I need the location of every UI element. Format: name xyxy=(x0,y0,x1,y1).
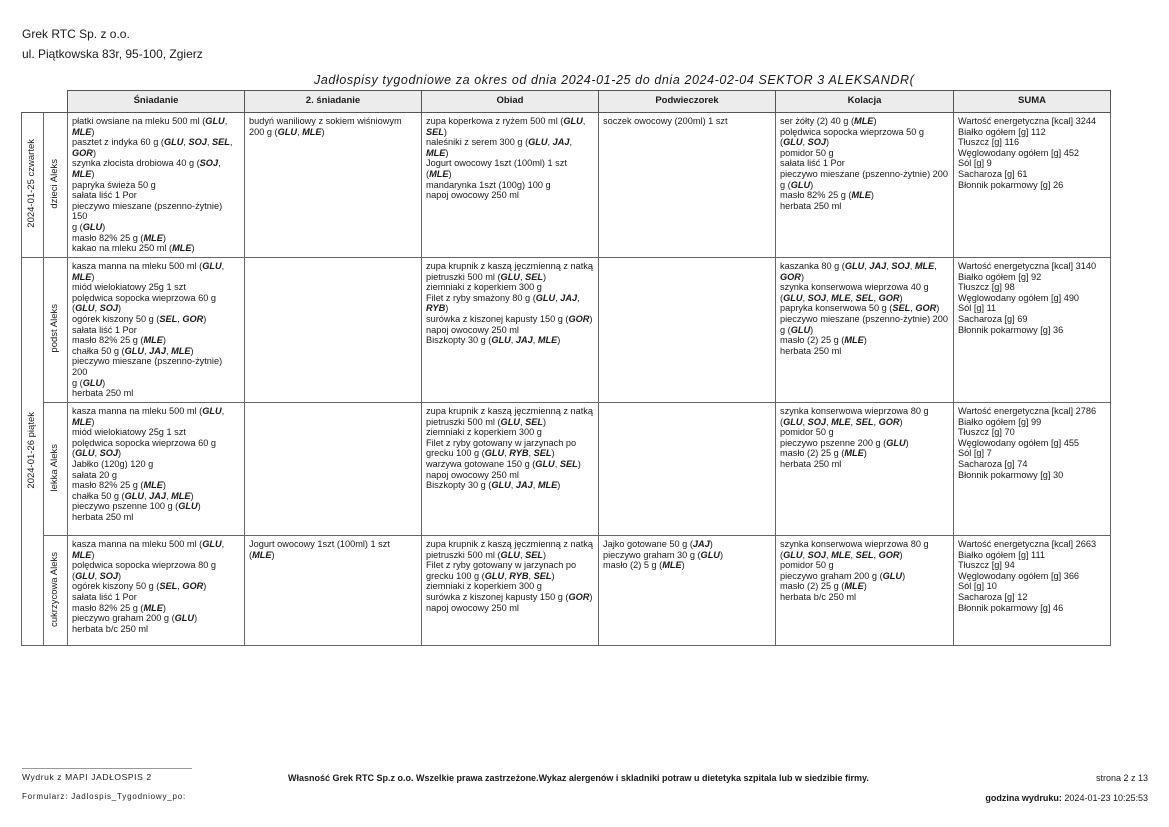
meal-line: sałata 20 g xyxy=(72,469,117,480)
meal-line: kasza manna na mleku 500 ml (GLU, xyxy=(72,539,225,549)
meal-line: GOR) xyxy=(780,271,804,282)
meal-line: (GLU, SOJ, MLE, SEL, GOR) xyxy=(780,416,903,427)
meal-line: Biszkopty 30 g (GLU, JAJ, MLE) xyxy=(426,480,561,491)
meal-line: ziemniaki z koperkiem 300 g xyxy=(426,282,542,293)
nutrition-line: Wartość energetyczna [kcal] 3244 xyxy=(958,116,1097,126)
nutrition-line: Sól [g] 11 xyxy=(958,303,997,314)
meal-line: napoj owocowy 250 ml xyxy=(426,469,519,480)
cell-obiad xyxy=(422,258,599,403)
cell-obiad xyxy=(422,536,599,646)
footer-printout: Wydruk z MAPI JADŁOSPIS 2 xyxy=(22,772,152,782)
meal-line: pietruszki 500 ml (GLU, SEL) xyxy=(426,271,546,282)
meal-line: sałata liść 1 Por xyxy=(780,158,845,169)
meal-line: surówka z kiszonej kapusty 150 g (GOR) xyxy=(426,313,593,324)
diet-name-cell xyxy=(44,113,68,258)
cell-suma xyxy=(954,536,1111,646)
diet-name-cell xyxy=(44,403,68,536)
meal-line: kasza manna na mleku 500 ml (GLU, xyxy=(72,261,225,271)
nutrition-line: Sól [g] 7 xyxy=(958,448,992,459)
cell-sniadanie xyxy=(68,536,245,646)
meal-line: 200 g (GLU, MLE) xyxy=(249,126,325,137)
meal-line: chałka 50 g (GLU, JAJ, MLE) xyxy=(72,490,194,501)
meal-line: masło 82% 25 g (MLE) xyxy=(780,190,874,201)
meal-line: płatki owsiane na mleku 500 ml (GLU, xyxy=(72,116,228,126)
company-name: Grek RTC Sp. z o.o. xyxy=(22,27,130,41)
cell-kolacja xyxy=(776,113,954,258)
diet-name-cell xyxy=(44,258,68,403)
meal-line: naleśniki z serem 300 g (GLU, JAJ, xyxy=(426,137,573,148)
nutrition-line: Sól [g] 10 xyxy=(958,581,997,592)
meal-line: kakao na mleku 250 ml (MLE) xyxy=(72,243,195,254)
meal-line: herbata b/c 250 ml xyxy=(780,591,857,602)
cell-sniadanie xyxy=(68,258,245,403)
nutrition-line: Węglowodany ogółem [g] 366 xyxy=(958,570,1080,581)
meal-line: masło 82% 25 g (MLE) xyxy=(72,480,166,491)
meal-line: pieczywo mieszane (pszenno-żytnie) 200 xyxy=(780,313,949,324)
meal-line: miód wielokiatowy 25g 1 szt xyxy=(72,427,186,438)
meal-line: polędwica sopocka wieprzowa 60 g xyxy=(72,292,217,303)
meal-line: ogórek kiszony 50 g (SEL, GOR) xyxy=(72,581,207,592)
meal-line: Filet z ryby smażony 80 g (GLU, JAJ, xyxy=(426,292,580,303)
nutrition-line: Wartość energetyczna [kcal] 2663 xyxy=(958,539,1097,549)
nutrition-line: Sól [g] 9 xyxy=(958,158,992,169)
meal-line: kasza manna na mleku 500 ml (GLU, xyxy=(72,406,225,416)
meal-line: g (GLU) xyxy=(780,179,814,190)
meal-line: zupa krupnik z kaszą jęczmienną z natką xyxy=(426,261,593,271)
meal-line: soczek owocowy (200ml) 1 szt xyxy=(603,116,728,126)
nutrition-line: Wartość energetyczna [kcal] 2786 xyxy=(958,406,1097,416)
nutrition-line: Węglowodany ogółem [g] 490 xyxy=(958,292,1080,303)
meal-line: szynka złocista drobiowa 40 g (SOJ, xyxy=(72,158,221,169)
nutrition-line: Tłuszcz [g] 98 xyxy=(958,282,1015,293)
meal-line: herbata 250 ml xyxy=(780,458,842,469)
diet-name-cell xyxy=(44,536,68,646)
meal-line: pieczywo pszenne 100 g (GLU) xyxy=(72,501,201,512)
meal-line: pietruszki 500 ml (GLU, SEL) xyxy=(426,549,546,560)
meal-line: zupa krupnik z kaszą jęczmienną z natką xyxy=(426,406,593,416)
meal-line: pietruszki 500 ml (GLU, SEL) xyxy=(426,416,546,427)
meal-line: napoj owocowy 250 ml xyxy=(426,324,519,335)
day-date-cell xyxy=(22,258,44,646)
meal-line: pasztet z indyka 60 g (GLU, SOJ, SEL, xyxy=(72,137,233,148)
meal-line: warzywa gotowane 150 g (GLU, SEL) xyxy=(426,458,581,469)
meal-line: masło (2) 25 g (MLE) xyxy=(780,448,867,459)
meal-line: MLE) xyxy=(72,549,95,560)
diet-name: cukrzycowa Aleks xyxy=(49,551,61,627)
cell-drugie xyxy=(245,536,422,646)
nutrition-line: Węglowodany ogółem [g] 455 xyxy=(958,437,1080,448)
day-date: 2024-01-25 czwartek xyxy=(26,139,38,229)
cell-drugie xyxy=(245,258,422,403)
nutrition-line: Błonnik pokarmowy [g] 30 xyxy=(958,469,1064,480)
meal-line: g (GLU) xyxy=(72,377,106,388)
meal-line: herbata 250 ml xyxy=(780,345,842,356)
diet-name: podst Aleks xyxy=(49,304,61,353)
meal-line: RYB) xyxy=(426,303,449,314)
table-row xyxy=(22,403,1111,536)
column-header-suma: SUMA xyxy=(954,91,1111,113)
page-title: Jadłospisy tygodniowe za okres od dnia 2024-01-25 do dnia 2024-02-04 SEKTOR 3 ALEKSANDR( xyxy=(314,73,915,87)
meal-line: szynka konserwowa wieprzowa 40 g xyxy=(780,282,929,293)
footer-left xyxy=(22,768,196,801)
nutrition-line: Sacharoza [g] 69 xyxy=(958,313,1028,324)
table-row xyxy=(22,536,1111,646)
column-header-podwieczorek: Podwieczorek xyxy=(599,91,776,113)
cell-podwieczorek xyxy=(599,113,776,258)
meal-line: herbata 250 ml xyxy=(72,511,134,522)
nutrition-line: Wartość energetyczna [kcal] 3140 xyxy=(958,261,1097,271)
cell-sniadanie xyxy=(68,113,245,258)
meal-line: sałata liść 1 Por xyxy=(72,324,137,335)
nutrition-line: Błonnik pokarmowy [g] 36 xyxy=(958,324,1064,335)
diet-name: lekka Aleks xyxy=(49,443,61,492)
cell-podwieczorek xyxy=(599,403,776,536)
meal-line: SEL) xyxy=(426,126,447,137)
meal-line: miód wielokiatowy 25g 1 szt xyxy=(72,282,186,293)
meal-line: pieczywo graham 30 g (GLU) xyxy=(603,549,724,560)
table-row xyxy=(22,113,1111,258)
meal-line: szynka konserwowa wieprzowa 80 g xyxy=(780,406,929,416)
meal-line: Filet z ryby gotowany w jarzynach po xyxy=(426,437,577,448)
meal-line: masło (2) 25 g (MLE) xyxy=(780,335,867,346)
meal-line: ziemniaki z koperkiem 300 g xyxy=(426,581,542,592)
meal-line: ser żółty (2) 40 g (MLE) xyxy=(780,116,877,126)
meal-line: polędwica sopocka wieprzowa 60 g xyxy=(72,437,217,448)
nutrition-line: Białko ogółem [g] 111 xyxy=(958,549,1045,560)
cell-kolacja xyxy=(776,258,954,403)
meal-line: pieczywo mieszane (pszenno-żytnie) 200 xyxy=(72,356,223,377)
meal-line: herbata b/c 250 ml xyxy=(72,623,149,634)
meal-line: MLE) xyxy=(72,168,95,179)
cell-suma xyxy=(954,403,1111,536)
meal-line: Jogurt owocowy 1szt (100ml) 1 szt xyxy=(249,539,390,549)
meal-line: pomidor 50 g xyxy=(780,147,834,158)
meal-line: MLE) xyxy=(426,147,449,158)
company-header xyxy=(22,24,203,64)
cell-drugie xyxy=(245,403,422,536)
cell-obiad xyxy=(422,403,599,536)
meal-line: (GLU, SOJ) xyxy=(72,570,122,581)
nutrition-line: Błonnik pokarmowy [g] 26 xyxy=(958,179,1064,190)
column-header-kolacja: Kolacja xyxy=(776,91,954,113)
footer-print-time xyxy=(985,793,1148,803)
meal-line: Jabłko (120g) 120 g xyxy=(72,458,154,469)
meal-line: papryka konserwowa 50 g (SEL, GOR) xyxy=(780,303,940,314)
meal-line: MLE) xyxy=(72,416,95,427)
meal-line: polędwica sopocka wieprzowa 50 g xyxy=(780,126,925,137)
header-blank xyxy=(44,91,68,113)
meal-line: mandarynka 1szt (100g) 100 g xyxy=(426,179,551,190)
meal-line: pieczywo graham 200 g (GLU) xyxy=(780,570,906,581)
meal-line: MLE) xyxy=(72,126,95,137)
column-header-drugie-sniadanie: 2. śniadanie xyxy=(245,91,422,113)
footer-page-number: strona 2 z 13 xyxy=(1095,773,1148,783)
meal-line: (MLE) xyxy=(426,168,452,179)
cell-obiad xyxy=(422,113,599,258)
meal-line: pieczywo pszenne 200 g (GLU) xyxy=(780,437,909,448)
meal-line: ogórek kiszony 50 g (SEL, GOR) xyxy=(72,313,207,324)
meal-line: napoj owocowy 250 ml xyxy=(426,190,519,201)
meal-line: sałata liść 1 Por xyxy=(72,591,137,602)
table-row xyxy=(22,258,1111,403)
meal-line: pieczywo mieszane (pszenno-żytnie) 200 xyxy=(780,168,949,179)
meal-line: (GLU, SOJ) xyxy=(72,303,122,314)
day-date-cell xyxy=(22,113,44,258)
cell-podwieczorek xyxy=(599,258,776,403)
meal-line: sałata liść 1 Por xyxy=(72,190,137,201)
nutrition-line: Sacharoza [g] 61 xyxy=(958,168,1028,179)
meal-line: pieczywo mieszane (pszenno-żytnie) 150 xyxy=(72,200,223,222)
weekly-menu-table xyxy=(21,90,1111,646)
meal-line: Jogurt owocowy 1szt (100ml) 1 szt xyxy=(426,158,567,169)
meal-line: (GLU, SOJ, MLE, SEL, GOR) xyxy=(780,549,903,560)
meal-line: ziemniaki z koperkiem 300 g xyxy=(426,427,542,438)
nutrition-line: Sacharoza [g] 74 xyxy=(958,458,1028,469)
meal-line: GOR) xyxy=(72,147,96,158)
nutrition-line: Białko ogółem [g] 112 xyxy=(958,126,1046,137)
meal-line: surówka z kiszonej kapusty 150 g (GOR) xyxy=(426,591,593,602)
meal-line: budyń waniliowy z sokiem wiśniowym xyxy=(249,116,402,126)
nutrition-line: Tłuszcz [g] 70 xyxy=(958,427,1015,438)
meal-line: pieczywo graham 200 g (GLU) xyxy=(72,613,198,624)
meal-line: napoj owocowy 250 ml xyxy=(426,602,519,613)
cell-kolacja xyxy=(776,536,954,646)
nutrition-line: Białko ogółem [g] 92 xyxy=(958,271,1042,282)
meal-line: Biszkopty 30 g (GLU, JAJ, MLE) xyxy=(426,335,561,346)
nutrition-line: Błonnik pokarmowy [g] 46 xyxy=(958,602,1064,613)
meal-line: masło 82% 25 g (MLE) xyxy=(72,602,166,613)
meal-line: (MLE) xyxy=(249,549,275,560)
cell-kolacja xyxy=(776,403,954,536)
diet-name: dzieci Aleks xyxy=(49,158,61,209)
meal-line: papryka świeża 50 g xyxy=(72,179,156,190)
meal-line: grecku 100 g (GLU, RYB, SEL) xyxy=(426,570,555,581)
meal-line: Jajko gotowane 50 g (JAJ) xyxy=(603,539,713,549)
meal-line: pomidor 50 g xyxy=(780,560,834,571)
print-time-label: godzina wydruku: xyxy=(985,793,1062,803)
meal-line: grecku 100 g (GLU, RYB, SEL) xyxy=(426,448,555,459)
footer-ownership: Własność Grek RTC Sp.z o.o. Wszelkie prawa zastrzeżone.Wykaz alergenów i skladniki potraw u dietetyka szpitala lub w siedzibie firmy. xyxy=(288,773,869,783)
meal-line: masło (2) 25 g (MLE) xyxy=(780,581,867,592)
header-blank xyxy=(22,91,44,113)
meal-line: (GLU, SOJ, MLE, SEL, GOR) xyxy=(780,292,903,303)
meal-line: masło 82% 25 g (MLE) xyxy=(72,232,166,243)
meal-line: g (GLU) xyxy=(780,324,814,335)
meal-line: (GLU, SOJ) xyxy=(72,448,122,459)
nutrition-line: Tłuszcz [g] 94 xyxy=(958,560,1015,571)
meal-line: chałka 50 g (GLU, JAJ, MLE) xyxy=(72,345,194,356)
cell-drugie xyxy=(245,113,422,258)
column-header-obiad: Obiad xyxy=(422,91,599,113)
meal-line: zupa krupnik z kaszą jęczmienną z natką xyxy=(426,539,593,549)
cell-sniadanie xyxy=(68,403,245,536)
meal-line: zupa koperkowa z ryżem 500 ml (GLU, xyxy=(426,116,586,126)
footer-rule xyxy=(22,768,192,769)
footer-form: Formularz: Jadlospis_Tygodniowy_po: xyxy=(22,792,187,801)
meal-line: herbata 250 ml xyxy=(780,200,842,211)
meal-line: herbata 250 ml xyxy=(72,388,134,399)
meal-line: polędwica sopocka wieprzowa 80 g xyxy=(72,560,217,571)
nutrition-line: Tłuszcz [g] 116 xyxy=(958,137,1020,148)
meal-line: kaszanka 80 g (GLU, JAJ, SOJ, MLE, xyxy=(780,261,937,271)
meal-line: Filet z ryby gotowany w jarzynach po xyxy=(426,560,577,571)
meal-line: szynka konserwowa wieprzowa 80 g xyxy=(780,539,929,549)
day-date: 2024-01-26 piątek xyxy=(26,411,38,489)
cell-suma xyxy=(954,258,1111,403)
meal-line: masło 82% 25 g (MLE) xyxy=(72,335,166,346)
nutrition-line: Białko ogółem [g] 99 xyxy=(958,416,1042,427)
cell-podwieczorek xyxy=(599,536,776,646)
meal-line: pomidor 50 g xyxy=(780,427,834,438)
company-address: ul. Piątkowska 83r, 95-100, Zgierz xyxy=(22,47,203,61)
table-header-row xyxy=(22,91,1111,113)
print-time-value: 2024-01-23 10:25:53 xyxy=(1064,793,1148,803)
nutrition-line: Węglowodany ogółem [g] 452 xyxy=(958,147,1080,158)
meal-line: MLE) xyxy=(72,271,95,282)
nutrition-line: Sacharoza [g] 12 xyxy=(958,591,1028,602)
column-header-sniadanie: Śniadanie xyxy=(68,91,245,113)
meal-line: masło (2) 5 g (MLE) xyxy=(603,560,685,571)
meal-line: g (GLU) xyxy=(72,221,106,232)
meal-line: (GLU, SOJ) xyxy=(780,137,830,148)
cell-suma xyxy=(954,113,1111,258)
